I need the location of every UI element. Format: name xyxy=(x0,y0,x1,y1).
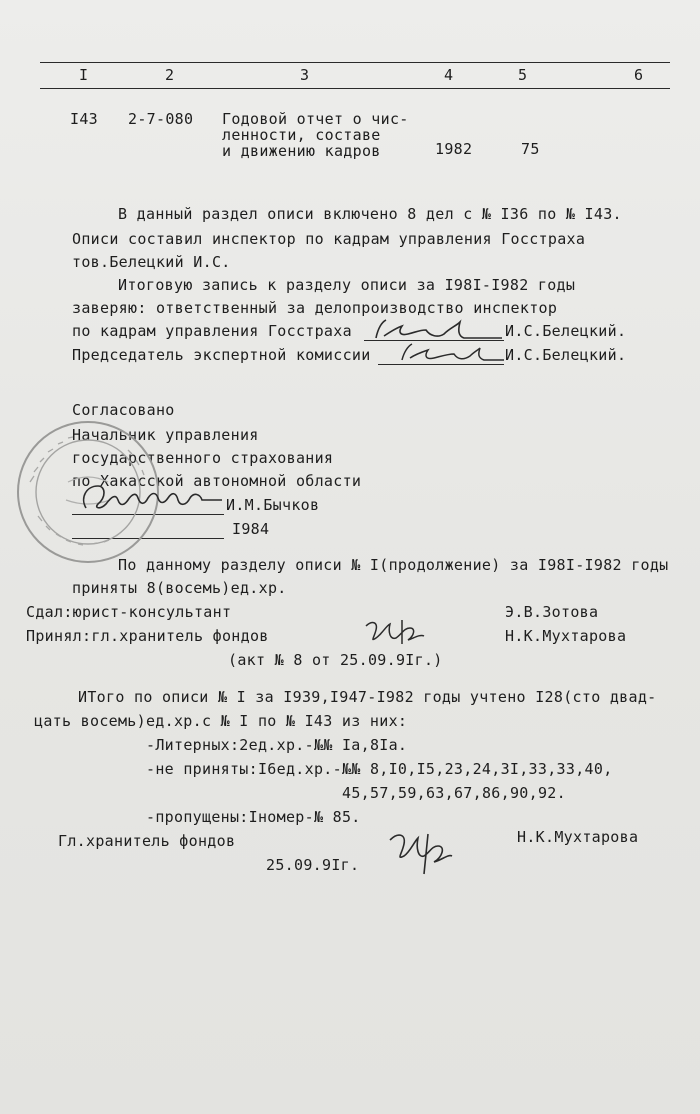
column-header-3: 3 xyxy=(300,66,310,84)
closing-name: Н.К.Мухтарова xyxy=(517,828,639,846)
acceptance-line: По данному разделу описи № I(продолжение) за I98I-I982 годы xyxy=(118,556,669,574)
totals-line: -пропущены:Iномер-№ 85. xyxy=(146,808,361,826)
totals-line: -Литерных:2ед.хр.-№№ Iа,8Iа. xyxy=(146,736,408,754)
handwritten-signature xyxy=(360,614,430,650)
totals-line: -не приняты:I6ед.хр.-№№ 8,I0,I5,23,24,3I,33,33,40, xyxy=(146,760,613,778)
row-index: 2-7-080 xyxy=(128,110,194,128)
handed-name: Э.В.Зотова xyxy=(505,603,599,621)
closing-label: Гл.хранитель фондов xyxy=(58,832,236,850)
summary-line: Итоговую запись к разделу описи за I98I-I982 годы xyxy=(118,276,576,294)
approval-year: I984 xyxy=(232,520,270,538)
header-top-rule xyxy=(40,62,670,63)
column-header-6: 6 xyxy=(634,66,644,84)
row-number: I43 xyxy=(70,110,98,128)
totals-line: ИТого по описи № I за I939,I947-I982 годы учтено I28(сто двад- xyxy=(78,688,657,706)
totals-line: цать восемь)ед.хр.с № I по № I43 из них: xyxy=(34,712,408,730)
row-term: 75 xyxy=(521,140,540,158)
act-reference: (акт № 8 от 25.09.9Iг.) xyxy=(228,651,443,669)
acceptance-line: приняты 8(восемь)ед.хр. xyxy=(72,579,287,597)
received-label: Принял:гл.хранитель фондов xyxy=(26,627,269,645)
handed-label: Сдал:юрист-консультант xyxy=(26,603,232,621)
totals-line: 45,57,59,63,67,86,90,92. xyxy=(342,784,566,802)
summary-line: Председатель экспертной комиссии xyxy=(72,346,371,364)
column-header-5: 5 xyxy=(518,66,528,84)
summary-line: тов.Белецкий И.С. xyxy=(72,253,231,271)
summary-line: Описи составил инспектор по кадрам управления Госстраха xyxy=(72,230,586,248)
row-title-line: Годовой отчет о чис- xyxy=(222,110,409,128)
column-header-1: I xyxy=(79,66,89,84)
summary-line: по кадрам управления Госстраха xyxy=(72,322,352,340)
summary-signer: И.С.Белецкий. xyxy=(505,346,627,364)
handwritten-signature xyxy=(396,340,508,366)
row-title-line: и движению кадров xyxy=(222,142,381,160)
received-name: Н.К.Мухтарова xyxy=(505,627,627,645)
approval-signer: И.М.Бычков xyxy=(226,496,320,514)
approval-line: по Хакасской автономной области xyxy=(72,472,362,490)
column-header-4: 4 xyxy=(444,66,454,84)
summary-signer: И.С.Белецкий. xyxy=(505,322,627,340)
summary-line: В данный раздел описи включено 8 дел с № I36 по № I43. xyxy=(118,205,622,223)
handwritten-signature xyxy=(76,478,226,518)
row-year: 1982 xyxy=(435,140,473,158)
closing-date: 25.09.9Iг. xyxy=(266,856,360,874)
header-bottom-rule xyxy=(40,88,670,89)
column-header-2: 2 xyxy=(165,66,175,84)
handwritten-signature xyxy=(384,826,456,878)
row-title-line: ленности, составе xyxy=(222,126,381,144)
approval-line: Согласовано xyxy=(72,401,175,419)
approval-line: Начальник управления xyxy=(72,426,259,444)
summary-line: заверяю: ответственный за делопроизводство инспектор xyxy=(72,299,558,317)
approval-line: государственного страхования xyxy=(72,449,334,467)
